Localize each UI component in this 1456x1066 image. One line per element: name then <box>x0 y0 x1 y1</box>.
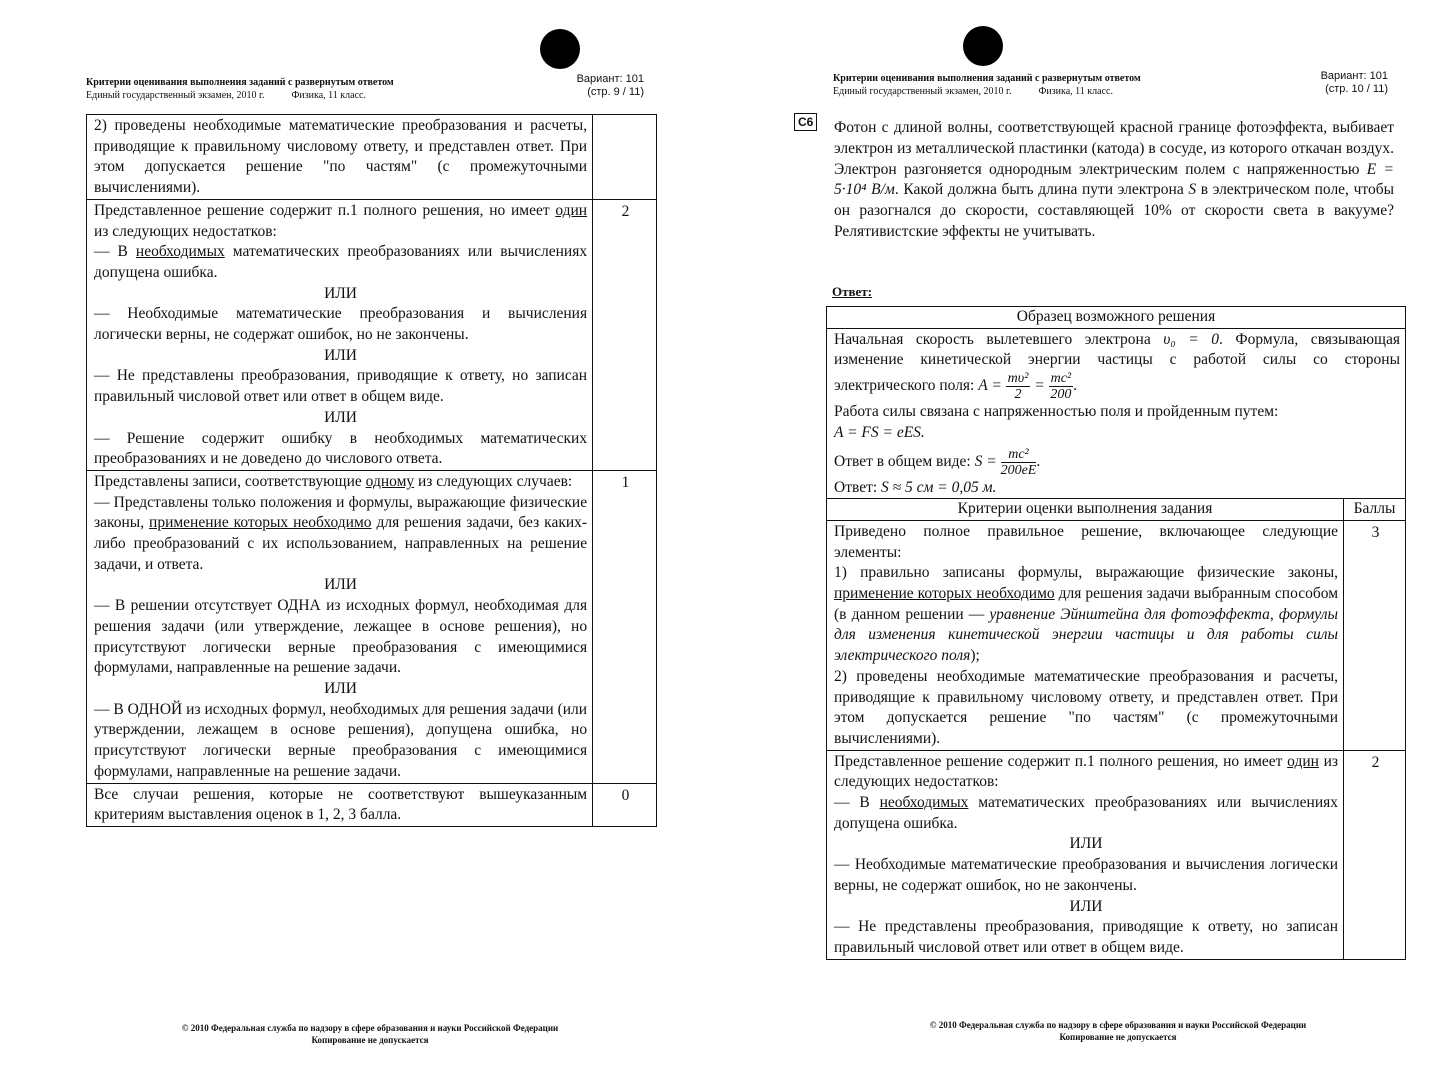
points-column-header: Баллы <box>1344 499 1406 521</box>
right-page <box>728 0 1456 1066</box>
left-footer <box>120 1022 620 1046</box>
or-separator: ИЛИ <box>1069 835 1103 853</box>
copyright-line: © 2010 Федеральная служба по надзору в сфере образования и науки Российской Федерации <box>929 1020 1307 1030</box>
or-separator: ИЛИ <box>324 346 357 364</box>
variant-label: Вариант: 101 <box>1320 70 1388 82</box>
score-cell <box>593 115 657 200</box>
registration-dot <box>540 29 580 69</box>
score-cell: 3 <box>1344 520 1406 750</box>
table-row <box>87 199 657 470</box>
answer-label: Ответ: <box>832 284 873 299</box>
left-header <box>86 76 526 102</box>
table-row <box>87 783 657 826</box>
task-number-badge: С6 <box>794 113 817 131</box>
header-subject: Физика, 11 класс. <box>1038 86 1113 97</box>
or-separator: ИЛИ <box>1069 897 1103 915</box>
left-header-right <box>540 73 644 99</box>
header-subtitle: Единый государственный экзамен, 2010 г. <box>833 86 1012 97</box>
criteria-cell: Представленное решение содержит п.1 полного решения, но имеет один из следующих недостатков: — В необходимых математических преобразованиях или вычислениях допущена ошибка. ИЛИ — Необходимые математические преобразования и вычисления логически верны, не содержат ошибок, но не закончены. ИЛИ — Не представлены преобразования, приводящие к ответу, но записан правильный числовой ответ или ответ в общем виде. ИЛИ — Решение содержит ошибку в необходимых математических преобразованиях и не доведено до числового ответа. <box>87 199 593 470</box>
criteria-cell: 2) проведены необходимые математические преобразования и расчеты, приводящие к правильному числовому ответу, и представлен ответ. При этом допускается решение "по частям" (с промежуточными вычислениями). <box>87 115 593 200</box>
criteria-column-header: Критерии оценки выполнения задания <box>827 499 1344 521</box>
solution-heading: Образец возможного решения <box>827 307 1406 329</box>
right-header <box>833 72 1273 98</box>
table-row <box>827 520 1406 750</box>
header-title: Критерии оценивания выполнения заданий с развернутым ответом <box>86 77 394 88</box>
or-separator: ИЛИ <box>324 408 357 426</box>
right-header-right <box>1283 70 1388 96</box>
formula: A = FS = eES. <box>834 423 925 441</box>
score-cell: 1 <box>593 470 657 783</box>
header-subtitle: Единый государственный экзамен, 2010 г. <box>86 90 265 101</box>
task-text: Фотон с длиной волны, соответствующей красной границе фотоэффекта, выбивает электрон из металлической пластинки (катода) в сосуде, из которого откачан воздух. Электрон разгоняется однородным электрическим полем с напряженностью E = 5·10⁴ В/м. Какой должна быть длина пути электрона S в электрическом поле, чтобы он разогнался до скорости, составляющей 10% от скорости света в вакууме? Релятивистские эффекты не учитывать. <box>834 119 1394 240</box>
score-cell: 2 <box>1344 750 1406 959</box>
score-cell: 2 <box>593 199 657 470</box>
criteria-cell: Приведено полное правильное решение, включающее следующие элементы: 1) правильно записаны формулы, выражающие физические законы, применение которых необходимо для решения задачи выбранным способом (в данном решении — уравнение Эйнштейна для фотоэффекта, формулы для изменения кинетической энергии частицы и для работы силы электрического поля); 2) проведены необходимые математические преобразования и расчеты, приводящие к правильному числовому ответу, и представлен ответ. При этом допускается решение "по частям" (с промежуточными вычислениями). <box>827 520 1344 750</box>
copy-notice: Копирование не допускается <box>311 1035 429 1045</box>
fraction: $\frac{\text{mc²}}{200}$ <box>1050 371 1072 403</box>
solution-text: Работа силы связана с напряженностью поля и пройденным путем: <box>834 403 1279 421</box>
table-row <box>827 307 1406 329</box>
formula: A = <box>978 377 1002 395</box>
criteria-cell: Представлены записи, соответствующие одному из следующих случаев: — Представлены только положения и формулы, выражающие физические законы, применение которых необходимо для решения задачи, без каких-либо преобразований с их использованием, направленных на решение задачи, и ответа. ИЛИ — В решении отсутствует ОДНА из исходных формул, необходимая для решения задачи (или утверждение, лежащее в основе решения), но присутствуют логически верные преобразования с имеющимися формулами, направленные на решение задачи. ИЛИ — В ОДНОЙ из исходных формул, необходимых для решения задачи (или утверждении, лежащем в основе решения), допущена ошибка, но присутствуют логически верные преобразования с имеющимися формулами, направленные на решение задачи. <box>87 470 593 783</box>
registration-dot <box>963 26 1003 66</box>
table-row <box>827 328 1406 499</box>
page-number: (стр. 9 / 11) <box>587 86 644 98</box>
right-footer <box>868 1019 1368 1043</box>
criteria-cell: Все случаи решения, которые не соответствуют вышеуказанным критериям выставления оценок в 1, 2, 3 балла. <box>87 783 593 826</box>
header-subject: Физика, 11 класс. <box>291 90 366 101</box>
fraction: $\frac{\text{mc²}}{200eE}$ <box>1000 446 1037 478</box>
copyright-line: © 2010 Федеральная служба по надзору в сфере образования и науки Российской Федерации <box>181 1023 559 1033</box>
solution-body: Начальная скорость вылетевшего электрона υ₀ = 0. Формула, связывающая изменение кинетической энергии частицы с работой силы со стороны электрического поля: A = $\frac{\text{mυ²}}{2}$ = $\frac{\text{mc²}}{200}$ . Работа силы связана с напряженностью поля и пройденным путем: A = FS = eES. Ответ в общем виде: S = $\frac{\text{mc²}}{200eE}$ . Ответ: S ≈ 5 см = 0,05 м. <box>827 328 1406 499</box>
right-solution-table <box>826 306 1406 960</box>
or-separator: ИЛИ <box>324 679 357 697</box>
header-title: Критерии оценивания выполнения заданий с развернутым ответом <box>833 73 1141 84</box>
table-row <box>827 750 1406 959</box>
variant-label: Вариант: 101 <box>576 73 644 85</box>
criteria-cell: Представленное решение содержит п.1 полного решения, но имеет один из следующих недостатков: — В необходимых математических преобразованиях или вычислениях допущена ошибка. ИЛИ — Необходимые математические преобразования и вычисления логически верны, не содержат ошибок, но не закончены. ИЛИ — Не представлены преобразования, приводящие к ответу, но записан правильный числовой ответ или ответ в общем виде. <box>827 750 1344 959</box>
fraction: $\frac{\text{mυ²}}{2}$ <box>1007 371 1029 403</box>
score-cell: 0 <box>593 783 657 826</box>
table-row <box>87 115 657 200</box>
table-row <box>827 499 1406 521</box>
or-separator: ИЛИ <box>324 284 357 302</box>
table-row <box>87 470 657 783</box>
left-criteria-table <box>86 114 657 827</box>
or-separator: ИЛИ <box>324 576 357 594</box>
copy-notice: Копирование не допускается <box>1059 1032 1177 1042</box>
page-number: (стр. 10 / 11) <box>1325 83 1388 95</box>
